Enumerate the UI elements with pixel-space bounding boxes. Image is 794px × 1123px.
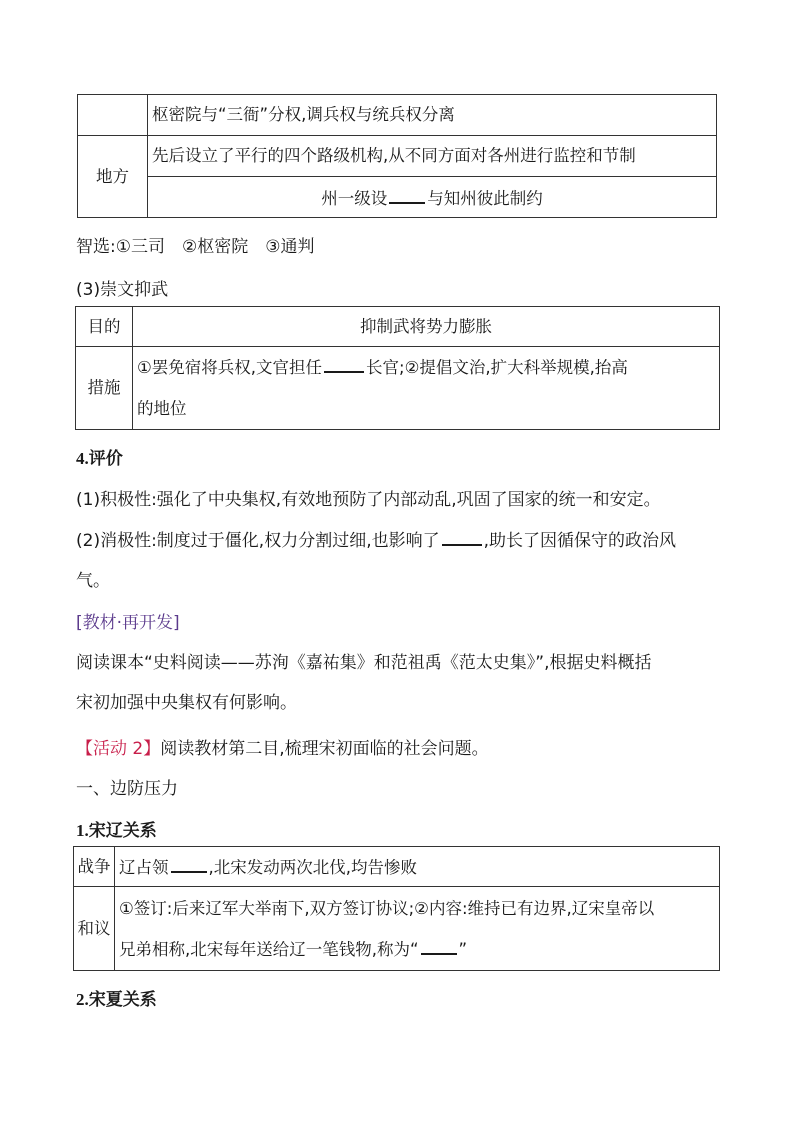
fill-blank[interactable] <box>389 186 425 204</box>
row-label-local: 地方 <box>78 136 148 218</box>
row-label-peace: 和议 <box>74 887 115 971</box>
section-title-chongwen: (3)崇文抑武 <box>76 280 169 300</box>
smart-choice-line: 智选:①三司 ②枢密院 ③通判 <box>76 237 315 257</box>
table-cell-war: 辽占领 ,北宋发动两次北伐,均告惨败 <box>115 847 720 887</box>
evaluation-negative-cont: 气。 <box>76 571 110 591</box>
border-pressure-heading: 一、边防压力 <box>76 779 178 799</box>
row-label-war: 战争 <box>74 847 115 887</box>
table-cell: 枢密院与“三衙”分权,调兵权与统兵权分离 <box>148 95 717 136</box>
fill-blank[interactable] <box>442 528 482 546</box>
row-label-measure: 措施 <box>76 347 133 430</box>
table-cell-blank-row: 州一级设 与知州彼此制约 <box>148 177 717 218</box>
fill-blank[interactable] <box>171 855 207 873</box>
table-cell-measure: ①罢免宿将兵权,文官担任 长官;②提倡文治,扩大科举规模,抬高 的地位 <box>133 347 720 430</box>
evaluation-positive: (1)积极性:强化了中央集权,有效地预防了内部动乱,巩固了国家的统一和安定。 <box>76 490 661 510</box>
fill-blank[interactable] <box>324 355 364 373</box>
table-cell-goal: 抑制武将势力膨胀 <box>133 307 720 347</box>
evaluation-heading: 4.评价 <box>76 449 123 468</box>
fill-blank[interactable] <box>421 937 457 955</box>
song-liao-table <box>73 846 720 971</box>
table-cell-peace: ①签订:后来辽军大举南下,双方签订协议;②内容:维持已有边界,辽宋皇帝以 兄弟相称,北宋每年送给辽一笔钱物,称为“ ” <box>115 887 720 971</box>
table-cell-empty <box>78 95 148 136</box>
table-cell: 先后设立了平行的四个路级机构,从不同方面对各州进行监控和节制 <box>148 136 717 177</box>
local-admin-table <box>77 94 717 218</box>
chongwen-table <box>75 306 720 430</box>
activity-2: 【活动 2】阅读教材第二目,梳理宋初面临的社会问题。 <box>76 739 489 759</box>
row-label-goal: 目的 <box>76 307 133 347</box>
activity-label: 【活动 2】 <box>76 739 161 759</box>
song-xia-heading: 2.宋夏关系 <box>76 990 157 1009</box>
textbook-redevelop-label: [教材·再开发] <box>76 613 180 633</box>
song-liao-heading: 1.宋辽关系 <box>76 821 157 840</box>
evaluation-negative: (2)消极性:制度过于僵化,权力分割过细,也影响了 ,助长了因循保守的政治风 <box>76 526 676 551</box>
textbook-text-line2: 宋初加强中央集权有何影响。 <box>76 693 297 713</box>
textbook-text-line1: 阅读课本“史料阅读——苏洵《嘉祐集》和范祖禹《范太史集》”,根据史料概括 <box>76 653 652 673</box>
